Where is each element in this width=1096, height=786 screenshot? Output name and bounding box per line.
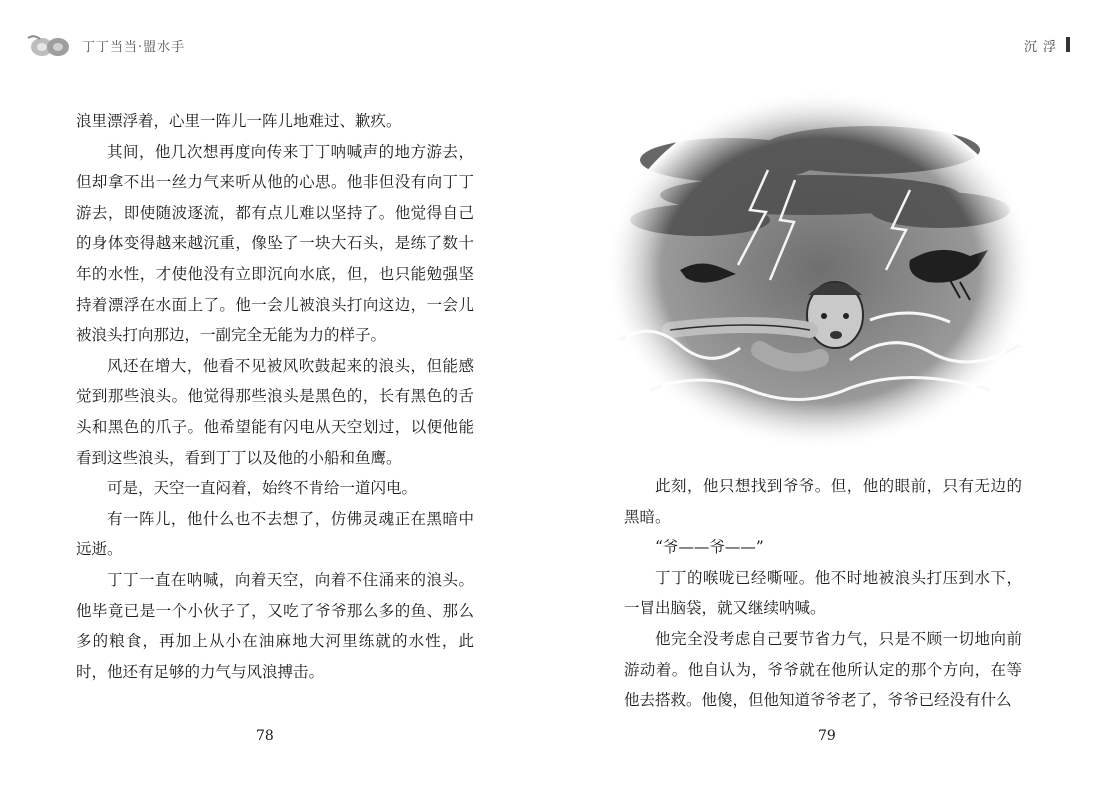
boy-swimming-in-storm-illustration (610, 90, 1030, 450)
page-number-left: 78 (256, 728, 274, 744)
page-number-right: 79 (818, 728, 836, 744)
paragraph: 丁丁一直在呐喊，向着天空，向着不住涌来的浪头。他毕竟已是一个小伙子了，又吃了爷爷那么多的鱼、那么多的粮食，再加上从小在油麻地大河里练就的水性，此时，他还有足够的力气与风浪搏击。 (76, 570, 474, 681)
paragraph: “爷——爷——” (655, 538, 764, 557)
series-title: 丁丁当当·盟水手 (82, 40, 186, 55)
paragraph: 浪里漂浮着，心里一阵儿一阵儿地难过、歉疚。 (76, 112, 402, 130)
chapter-marker (1066, 37, 1070, 52)
chapter-title: 沉浮 (1023, 40, 1062, 55)
paragraph: 有一阵儿，他什么也不去想了，仿佛灵魂正在黑暗中远逝。 (76, 509, 474, 559)
paragraph: 其间，他几次想再度向传来丁丁呐喊声的地方游去，但却拿不出一丝力气来听从他的心思。他非但没有向丁丁游去，即使随波逐流，都有点儿难以坚持了。他觉得自己的身体变得越来越沉重，像坠了一块大石头，是练了数十年的水性，才使他没有立即沉向水底，但，也只能勉强坚持着漂浮在水面上了。他一会儿被浪头打向这边，一会儿被浪头打向那边，一副完全无能为力的样子。 (76, 142, 474, 345)
paragraph: 他完全没考虑自己要节省力气，只是不顾一切地向前游动着。他自认为，爷爷就在他所认定的那个方向，在等他去搭救。他傻，但他知道爷爷老了，爷爷已经没有什么 (624, 629, 1022, 710)
right-page-text (624, 471, 1022, 716)
paragraph: 风还在增大，他看不见被风吹鼓起来的浪头，但能感觉到那些浪头。他觉得那些浪头是黑色的，长有黑色的舌头和黑色的爪子。他希望能有闪电从天空划过，以便他能看到这些浪头，看到丁丁以及他的小船和鱼鹰。 (76, 356, 474, 467)
paragraph: 丁丁的喉咙已经嘶哑。他不时地被浪头打压到水下，一冒出脑袋，就又继续呐喊。 (624, 568, 1022, 618)
gourd-logo-icon (26, 30, 78, 60)
left-page-text (76, 106, 474, 687)
paragraph: 可是，天空一直闷着，始终不肯给一道闪电。 (107, 479, 418, 498)
paragraph: 此刻，他只想找到爷爷。但，他的眼前，只有无边的黑暗。 (624, 477, 1022, 526)
